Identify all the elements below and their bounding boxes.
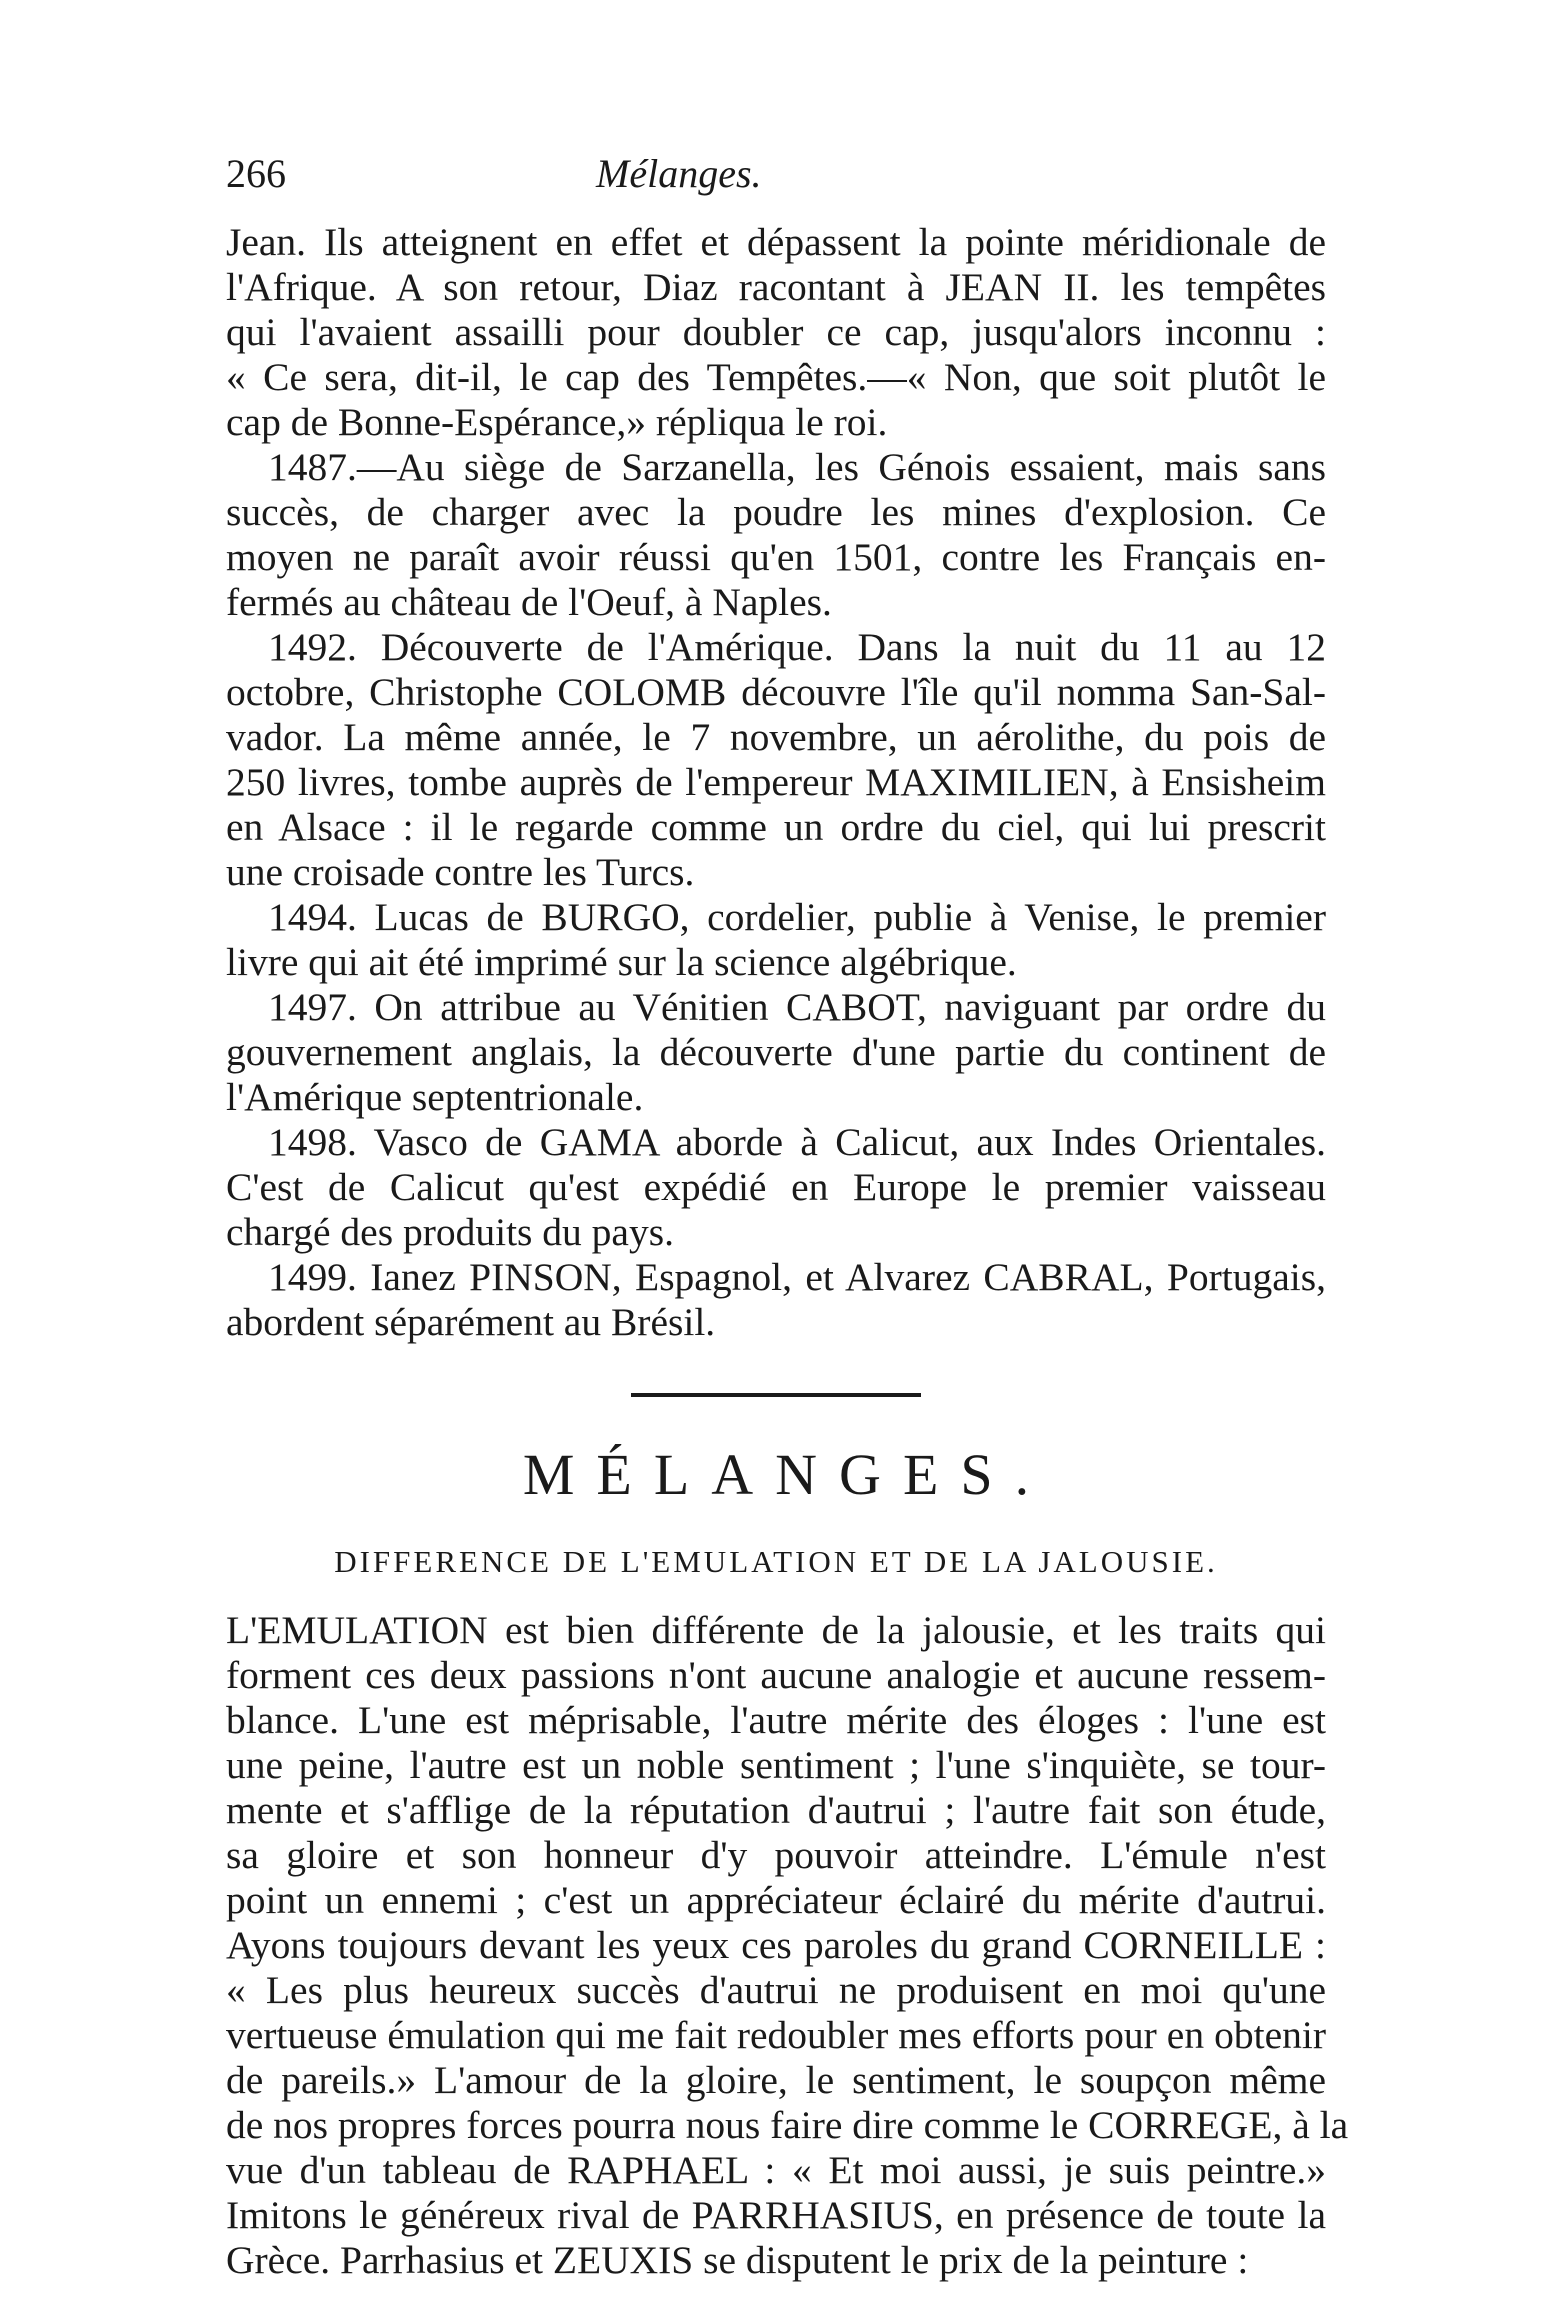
- text-line: octobre, Christophe COLOMB découvre l'île qu'il nomma San-Sal-: [226, 670, 1326, 714]
- text-line: 1487.—Au siège de Sarzanella, les Génois essaient, mais sans: [268, 445, 1326, 489]
- text-line: vertueuse émulation qui me fait redoubler mes efforts pour en obtenir: [226, 2013, 1326, 2057]
- text-line: « Ce sera, dit-il, le cap des Tempêtes.—« Non, que soit plutôt le: [226, 355, 1326, 399]
- paragraph: [226, 1255, 1326, 1345]
- text-line: gouvernement anglais, la découverte d'une partie du continent de: [226, 1030, 1326, 1074]
- text-line: l'Amérique septentrionale.: [226, 1075, 644, 1119]
- text-line: l'Afrique. A son retour, Diaz racontant à JEAN II. les tempêtes: [226, 265, 1326, 309]
- text-line: fermés au château de l'Oeuf, à Naples.: [226, 580, 832, 624]
- text-line: « Les plus heureux succès d'autrui ne produisent en moi qu'une: [226, 1968, 1326, 2012]
- page-number: 266: [226, 151, 286, 196]
- section-divider: [631, 1393, 921, 1397]
- text-line: forment ces deux passions n'ont aucune analogie et aucune ressem-: [226, 1653, 1326, 1697]
- text-line: chargé des produits du pays.: [226, 1210, 674, 1254]
- text-line: vue d'un tableau de RAPHAEL : « Et moi aussi, je suis peintre.»: [226, 2148, 1326, 2192]
- text-line: point un ennemi ; c'est un appréciateur éclairé du mérite d'autrui.: [226, 1878, 1326, 1922]
- book-page: [226, 150, 1349, 2283]
- text-line: blance. L'une est méprisable, l'autre mérite des éloges : l'une est: [226, 1698, 1326, 1742]
- text-line: en Alsace : il le regarde comme un ordre du ciel, qui lui prescrit: [226, 805, 1326, 849]
- text-line: succès, de charger avec la poudre les mines d'explosion. Ce: [226, 490, 1326, 534]
- text-line: L'EMULATION est bien différente de la jalousie, et les traits qui: [226, 1608, 1326, 1652]
- text-line: 1492. Découverte de l'Amérique. Dans la nuit du 11 au 12: [268, 625, 1326, 669]
- text-line: Ayons toujours devant les yeux ces paroles du grand CORNEILLE :: [226, 1923, 1326, 1967]
- text-line: C'est de Calicut qu'est expédié en Europe le premier vaisseau: [226, 1165, 1326, 1209]
- section-body: [226, 1608, 1349, 2283]
- text-line: 1498. Vasco de GAMA aborde à Calicut, aux Indes Orientales.: [268, 1120, 1326, 1164]
- paragraph: [226, 1120, 1326, 1255]
- text-line: une croisade contre les Turcs.: [226, 850, 695, 894]
- text-line: de pareils.» L'amour de la gloire, le sentiment, le soupçon même: [226, 2058, 1326, 2102]
- text-line: 250 livres, tombe auprès de l'empereur MAXIMILIEN, à Ensisheim: [226, 760, 1326, 804]
- text-line: Grèce. Parrhasius et ZEUXIS se disputent le prix de la peinture :: [226, 2238, 1249, 2282]
- running-title: Mélanges.: [596, 151, 762, 196]
- text-line: Imitons le généreux rival de PARRHASIUS, en présence de toute la: [226, 2193, 1326, 2237]
- text-line: sa gloire et son honneur d'y pouvoir atteindre. L'émule n'est: [226, 1833, 1326, 1877]
- text-line: de nos propres forces pourra nous faire dire comme le CORREGE, à la: [226, 2103, 1349, 2147]
- paragraph: [226, 220, 1326, 445]
- text-line: 1497. On attribue au Vénitien CABOT, naviguant par ordre du: [268, 985, 1326, 1029]
- text-line: 1499. Ianez PINSON, Espagnol, et Alvarez CABRAL, Portugais,: [268, 1255, 1326, 1299]
- paragraph: [226, 1608, 1349, 2283]
- text-line: vador. La même année, le 7 novembre, un aérolithe, du pois de: [226, 715, 1326, 759]
- section-title: MÉLANGES.: [522, 1442, 1052, 1507]
- text-line: qui l'avaient assailli pour doubler ce cap, jusqu'alors inconnu :: [226, 310, 1326, 354]
- section-subtitle: DIFFERENCE DE L'EMULATION ET DE LA JALOUSIE.: [334, 1544, 1218, 1579]
- paragraph: [226, 445, 1326, 625]
- text-line: abordent séparément au Brésil.: [226, 1300, 716, 1344]
- paragraph: [226, 895, 1326, 985]
- text-line: mente et s'afflige de la réputation d'autrui ; l'autre fait son étude,: [226, 1788, 1326, 1832]
- paragraph: [226, 625, 1326, 895]
- text-line: livre qui ait été imprimé sur la science algébrique.: [226, 940, 1017, 984]
- paragraph: [226, 985, 1326, 1120]
- text-line: moyen ne paraît avoir réussi qu'en 1501, contre les Français en-: [226, 535, 1326, 579]
- text-line: une peine, l'autre est un noble sentiment ; l'une s'inquiète, se tour-: [226, 1743, 1326, 1787]
- chronology-entries: [226, 220, 1326, 1345]
- text-line: 1494. Lucas de BURGO, cordelier, publie à Venise, le premier: [268, 895, 1326, 939]
- text-line: Jean. Ils atteignent en effet et dépassent la pointe méridionale de: [226, 220, 1326, 264]
- running-head: [226, 150, 1326, 220]
- text-line: cap de Bonne-Espérance,» répliqua le roi.: [226, 400, 888, 444]
